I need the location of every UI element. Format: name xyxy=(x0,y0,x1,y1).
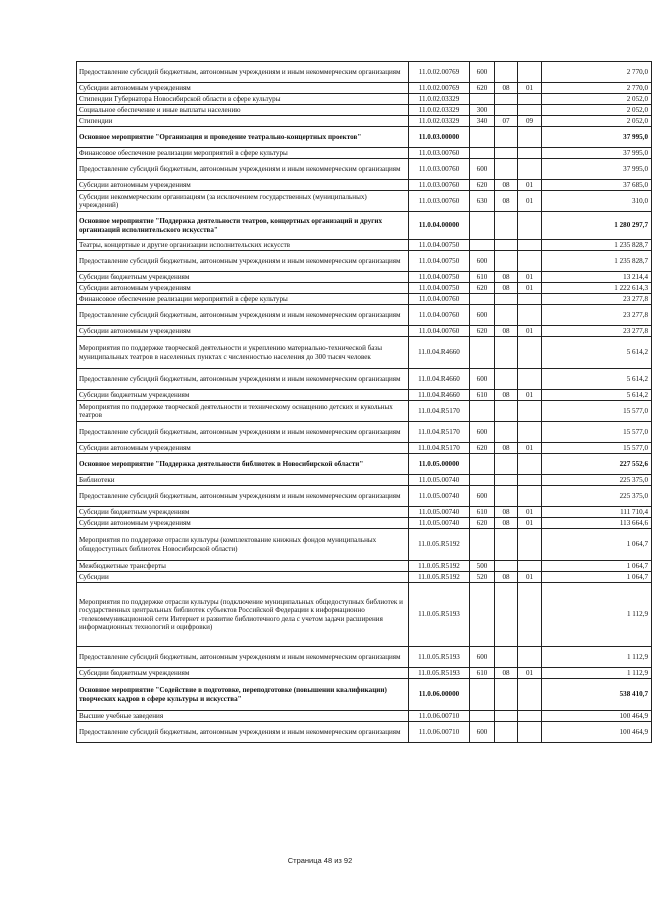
row-section xyxy=(495,159,518,180)
row-amount: 111 710,4 xyxy=(542,507,652,518)
row-name: Высшие учебные заведения xyxy=(77,711,409,722)
row-subsection: 01 xyxy=(518,283,542,294)
row-section: 08 xyxy=(495,390,518,401)
row-expense-type: 620 xyxy=(470,326,495,337)
row-code: 11.0.06.00710 xyxy=(409,711,470,722)
row-amount: 15 577,0 xyxy=(542,443,652,454)
row-amount: 2 770,0 xyxy=(542,83,652,94)
table-row xyxy=(77,94,652,105)
row-amount: 1 280 297,7 xyxy=(542,212,652,240)
row-amount: 1 112,9 xyxy=(542,647,652,668)
row-code: 11.0.05.R5192 xyxy=(409,572,470,583)
row-subsection: 01 xyxy=(518,390,542,401)
row-subsection xyxy=(518,679,542,711)
table-row xyxy=(77,240,652,251)
row-expense-type xyxy=(470,127,495,148)
row-name: Библиотеки xyxy=(77,475,409,486)
row-expense-type xyxy=(470,679,495,711)
row-expense-type: 610 xyxy=(470,668,495,679)
row-code: 11.0.02.00769 xyxy=(409,62,470,83)
row-name: Стипендии xyxy=(77,116,409,127)
row-amount: 1 112,9 xyxy=(542,668,652,679)
row-name: Предоставление субсидий бюджетным, автономным учреждениям и иным некоммерческим организациям xyxy=(77,159,409,180)
row-amount: 1 064,7 xyxy=(542,561,652,572)
row-section: 08 xyxy=(495,326,518,337)
row-amount: 1 222 614,3 xyxy=(542,283,652,294)
row-code: 11.0.06.00000 xyxy=(409,679,470,711)
table-row xyxy=(77,83,652,94)
row-amount: 5 614,2 xyxy=(542,390,652,401)
row-expense-type xyxy=(470,475,495,486)
row-code: 11.0.05.R5192 xyxy=(409,561,470,572)
row-section: 08 xyxy=(495,443,518,454)
row-code: 11.0.03.00760 xyxy=(409,159,470,180)
row-name: Субсидии бюджетным учреждениям xyxy=(77,507,409,518)
table-row xyxy=(77,305,652,326)
row-amount: 23 277,8 xyxy=(542,326,652,337)
row-amount: 23 277,8 xyxy=(542,294,652,305)
row-subsection xyxy=(518,240,542,251)
row-code: 11.0.05.R5193 xyxy=(409,647,470,668)
row-code: 11.0.04.00760 xyxy=(409,294,470,305)
row-subsection: 01 xyxy=(518,668,542,679)
row-section xyxy=(495,127,518,148)
row-subsection xyxy=(518,62,542,83)
row-section: 08 xyxy=(495,518,518,529)
row-amount: 1 112,9 xyxy=(542,583,652,647)
table-row xyxy=(77,572,652,583)
row-subsection xyxy=(518,294,542,305)
row-name: Субсидии бюджетным учреждениям xyxy=(77,272,409,283)
row-code: 11.0.02.00769 xyxy=(409,83,470,94)
row-expense-type xyxy=(470,454,495,475)
table-row xyxy=(77,647,652,668)
row-section xyxy=(495,679,518,711)
row-amount: 13 214,4 xyxy=(542,272,652,283)
row-expense-type xyxy=(470,148,495,159)
row-amount: 2 052,0 xyxy=(542,116,652,127)
row-amount: 1 064,7 xyxy=(542,572,652,583)
row-name: Мероприятия по поддержке отрасли культуры (комплектование книжных фондов муниципальных общедоступных библиотек Новосибирской области) xyxy=(77,529,409,561)
row-name: Субсидии xyxy=(77,572,409,583)
table-row xyxy=(77,518,652,529)
row-expense-type: 620 xyxy=(470,83,495,94)
row-subsection: 01 xyxy=(518,83,542,94)
row-section xyxy=(495,294,518,305)
row-subsection xyxy=(518,561,542,572)
row-section xyxy=(495,94,518,105)
row-subsection xyxy=(518,148,542,159)
row-name: Основное мероприятие "Поддержка деятельности театров, концертных организаций и других организаций исполнительского искусства" xyxy=(77,212,409,240)
row-amount: 2 052,0 xyxy=(542,105,652,116)
row-name: Финансовое обеспечение реализации мероприятий в сфере культуры xyxy=(77,294,409,305)
table-row xyxy=(77,337,652,369)
row-name: Предоставление субсидий бюджетным, автономным учреждениям и иным некоммерческим организациям xyxy=(77,251,409,272)
table-row xyxy=(77,722,652,743)
row-code: 11.0.03.00760 xyxy=(409,180,470,191)
row-amount: 15 577,0 xyxy=(542,401,652,422)
row-section: 08 xyxy=(495,668,518,679)
table-row xyxy=(77,401,652,422)
row-expense-type: 340 xyxy=(470,116,495,127)
row-subsection xyxy=(518,475,542,486)
row-name: Театры, концертные и другие организации исполнительских искусств xyxy=(77,240,409,251)
row-section xyxy=(495,305,518,326)
row-subsection: 09 xyxy=(518,116,542,127)
row-amount: 15 577,0 xyxy=(542,422,652,443)
table-row xyxy=(77,294,652,305)
row-section: 08 xyxy=(495,83,518,94)
row-subsection xyxy=(518,159,542,180)
row-code: 11.0.04.00000 xyxy=(409,212,470,240)
row-section: 08 xyxy=(495,191,518,212)
row-subsection xyxy=(518,127,542,148)
row-expense-type xyxy=(470,294,495,305)
row-subsection xyxy=(518,583,542,647)
row-name: Мероприятия по поддержке творческой деятельности и укреплению материально-технической базы муниципальных театров в населенных пунктах с численностью населения до 300 тысяч человек xyxy=(77,337,409,369)
row-amount: 2 770,0 xyxy=(542,62,652,83)
row-section xyxy=(495,369,518,390)
row-expense-type: 610 xyxy=(470,507,495,518)
row-expense-type xyxy=(470,583,495,647)
table-row xyxy=(77,507,652,518)
row-expense-type xyxy=(470,240,495,251)
row-name: Субсидии автономным учреждениям xyxy=(77,443,409,454)
table-row xyxy=(77,251,652,272)
row-code: 11.0.04.00760 xyxy=(409,326,470,337)
row-subsection xyxy=(518,105,542,116)
row-name: Субсидии автономным учреждениям xyxy=(77,283,409,294)
row-expense-type: 600 xyxy=(470,722,495,743)
row-expense-type: 620 xyxy=(470,443,495,454)
budget-table xyxy=(76,61,652,743)
row-amount: 37 995,0 xyxy=(542,148,652,159)
row-code: 11.0.03.00000 xyxy=(409,127,470,148)
row-name: Предоставление субсидий бюджетным, автономным учреждениям и иным некоммерческим организациям xyxy=(77,369,409,390)
table-row xyxy=(77,583,652,647)
row-name: Межбюджетные трансферты xyxy=(77,561,409,572)
table-row xyxy=(77,116,652,127)
row-subsection: 01 xyxy=(518,180,542,191)
row-subsection xyxy=(518,94,542,105)
row-name: Предоставление субсидий бюджетным, автономным учреждениям и иным некоммерческим организациям xyxy=(77,486,409,507)
row-expense-type: 620 xyxy=(470,180,495,191)
row-code: 11.0.04.00750 xyxy=(409,251,470,272)
row-expense-type: 600 xyxy=(470,486,495,507)
table-row xyxy=(77,159,652,180)
row-code: 11.0.05.00740 xyxy=(409,486,470,507)
row-section xyxy=(495,561,518,572)
table-body xyxy=(77,62,652,743)
table-row xyxy=(77,711,652,722)
row-amount: 2 052,0 xyxy=(542,94,652,105)
table-row xyxy=(77,180,652,191)
row-amount: 37 995,0 xyxy=(542,127,652,148)
row-subsection xyxy=(518,529,542,561)
row-amount: 225 375,0 xyxy=(542,486,652,507)
row-amount: 5 614,2 xyxy=(542,369,652,390)
table-row xyxy=(77,369,652,390)
row-amount: 37 685,0 xyxy=(542,180,652,191)
row-section xyxy=(495,251,518,272)
row-code: 11.0.05.R5193 xyxy=(409,583,470,647)
table-row xyxy=(77,191,652,212)
row-expense-type: 630 xyxy=(470,191,495,212)
row-name: Основное мероприятие "Поддержка деятельности библиотек в Новосибирской области" xyxy=(77,454,409,475)
table-row xyxy=(77,454,652,475)
row-code: 11.0.05.R5193 xyxy=(409,668,470,679)
row-expense-type: 600 xyxy=(470,422,495,443)
table-row xyxy=(77,443,652,454)
row-code: 11.0.05.00740 xyxy=(409,507,470,518)
row-code: 11.0.04.00760 xyxy=(409,305,470,326)
row-name: Мероприятия по поддержке творческой деятельности и техническому оснащению детских и кукольных театров xyxy=(77,401,409,422)
row-name: Мероприятия по поддержке отрасли культуры (подключение муниципальных общедоступных библиотек и государственных центральных библиотек субъектов Российской Федерации к информационно -телекоммуникационной сети Интернет и развитие библиотечного дела с учетом задачи расширения информационных технологий и оцифровки) xyxy=(77,583,409,647)
row-code: 11.0.04.R4660 xyxy=(409,337,470,369)
table-row xyxy=(77,272,652,283)
table-row xyxy=(77,326,652,337)
row-name: Финансовое обеспечение реализации мероприятий в сфере культуры xyxy=(77,148,409,159)
row-amount: 227 552,6 xyxy=(542,454,652,475)
row-section: 08 xyxy=(495,507,518,518)
row-subsection xyxy=(518,422,542,443)
row-section xyxy=(495,148,518,159)
row-code: 11.0.05.00740 xyxy=(409,475,470,486)
row-expense-type: 600 xyxy=(470,251,495,272)
row-amount: 225 375,0 xyxy=(542,475,652,486)
row-section xyxy=(495,647,518,668)
row-name: Субсидии некоммерческим организациям (за исключением государственных (муниципальных) учреждений) xyxy=(77,191,409,212)
row-amount: 1 235 828,7 xyxy=(542,251,652,272)
row-section: 08 xyxy=(495,272,518,283)
table-row xyxy=(77,212,652,240)
row-name: Основное мероприятие "Организация и проведение театрально-концертных проектов" xyxy=(77,127,409,148)
row-subsection xyxy=(518,369,542,390)
page-footer: Страница 48 из 92 xyxy=(287,856,353,865)
row-subsection: 01 xyxy=(518,572,542,583)
row-section xyxy=(495,105,518,116)
row-code: 11.0.03.00760 xyxy=(409,148,470,159)
row-subsection xyxy=(518,337,542,369)
row-subsection: 01 xyxy=(518,272,542,283)
table-row xyxy=(77,148,652,159)
row-amount: 310,0 xyxy=(542,191,652,212)
row-name: Предоставление субсидий бюджетным, автономным учреждениям и иным некоммерческим организациям xyxy=(77,422,409,443)
table-row xyxy=(77,105,652,116)
row-name: Субсидии бюджетным учреждениям xyxy=(77,390,409,401)
row-subsection xyxy=(518,251,542,272)
row-amount: 1 235 828,7 xyxy=(542,240,652,251)
row-expense-type: 610 xyxy=(470,272,495,283)
row-subsection: 01 xyxy=(518,443,542,454)
row-subsection xyxy=(518,212,542,240)
table-row xyxy=(77,486,652,507)
table-row xyxy=(77,679,652,711)
table-row xyxy=(77,475,652,486)
row-name: Основное мероприятие "Содействие в подготовке, переподготовке (повышении квалификации) творческих кадров в сфере культуры и искусства" xyxy=(77,679,409,711)
row-section xyxy=(495,454,518,475)
row-amount: 1 064,7 xyxy=(542,529,652,561)
row-amount: 538 410,7 xyxy=(542,679,652,711)
row-section xyxy=(495,62,518,83)
row-subsection: 01 xyxy=(518,326,542,337)
row-subsection xyxy=(518,305,542,326)
row-section: 08 xyxy=(495,180,518,191)
row-code: 11.0.02.03329 xyxy=(409,105,470,116)
row-code: 11.0.02.03329 xyxy=(409,116,470,127)
table-row xyxy=(77,390,652,401)
row-name: Субсидии автономным учреждениям xyxy=(77,518,409,529)
row-code: 11.0.04.00750 xyxy=(409,240,470,251)
row-amount: 100 464,9 xyxy=(542,722,652,743)
row-subsection xyxy=(518,486,542,507)
row-expense-type: 600 xyxy=(470,369,495,390)
row-section: 07 xyxy=(495,116,518,127)
row-amount: 5 614,2 xyxy=(542,337,652,369)
row-section xyxy=(495,529,518,561)
row-code: 11.0.04.R5170 xyxy=(409,422,470,443)
row-subsection xyxy=(518,401,542,422)
row-expense-type: 600 xyxy=(470,305,495,326)
row-code: 11.0.04.00750 xyxy=(409,272,470,283)
row-code: 11.0.05.00740 xyxy=(409,518,470,529)
table-row xyxy=(77,668,652,679)
row-amount: 37 995,0 xyxy=(542,159,652,180)
table-row xyxy=(77,62,652,83)
row-code: 11.0.04.R4660 xyxy=(409,390,470,401)
row-code: 11.0.04.R5170 xyxy=(409,443,470,454)
row-section xyxy=(495,240,518,251)
row-subsection: 01 xyxy=(518,191,542,212)
table-row xyxy=(77,283,652,294)
row-name: Субсидии автономным учреждениям xyxy=(77,180,409,191)
row-code: 11.0.05.00000 xyxy=(409,454,470,475)
row-section xyxy=(495,212,518,240)
row-section xyxy=(495,422,518,443)
row-expense-type xyxy=(470,401,495,422)
row-section xyxy=(495,583,518,647)
row-expense-type xyxy=(470,212,495,240)
row-expense-type: 620 xyxy=(470,283,495,294)
row-name: Субсидии бюджетным учреждениям xyxy=(77,668,409,679)
row-name: Субсидии автономным учреждениям xyxy=(77,326,409,337)
row-subsection xyxy=(518,722,542,743)
row-name: Субсидии автономным учреждениям xyxy=(77,83,409,94)
row-amount: 23 277,8 xyxy=(542,305,652,326)
row-amount: 113 664,6 xyxy=(542,518,652,529)
row-code: 11.0.02.03329 xyxy=(409,94,470,105)
row-section xyxy=(495,486,518,507)
row-code: 11.0.06.00710 xyxy=(409,722,470,743)
row-section xyxy=(495,711,518,722)
row-section xyxy=(495,722,518,743)
row-subsection xyxy=(518,647,542,668)
row-expense-type: 300 xyxy=(470,105,495,116)
row-expense-type xyxy=(470,529,495,561)
row-subsection: 01 xyxy=(518,518,542,529)
row-expense-type xyxy=(470,94,495,105)
row-subsection xyxy=(518,454,542,475)
row-expense-type xyxy=(470,711,495,722)
row-name: Социальное обеспечение и иные выплаты населению xyxy=(77,105,409,116)
row-code: 11.0.04.R4660 xyxy=(409,369,470,390)
row-name: Стипендии Губернатора Новосибирской области в сфере культуры xyxy=(77,94,409,105)
row-expense-type: 500 xyxy=(470,561,495,572)
row-code: 11.0.05.R5192 xyxy=(409,529,470,561)
row-expense-type: 600 xyxy=(470,159,495,180)
row-subsection xyxy=(518,711,542,722)
row-expense-type: 520 xyxy=(470,572,495,583)
row-section: 08 xyxy=(495,572,518,583)
row-amount: 100 464,9 xyxy=(542,711,652,722)
row-name: Предоставление субсидий бюджетным, автономным учреждениям и иным некоммерческим организациям xyxy=(77,722,409,743)
row-code: 11.0.03.00760 xyxy=(409,191,470,212)
row-name: Предоставление субсидий бюджетным, автономным учреждениям и иным некоммерческим организациям xyxy=(77,305,409,326)
row-expense-type: 600 xyxy=(470,647,495,668)
row-section: 08 xyxy=(495,283,518,294)
row-code: 11.0.04.R5170 xyxy=(409,401,470,422)
row-expense-type xyxy=(470,337,495,369)
row-subsection: 01 xyxy=(518,507,542,518)
row-code: 11.0.04.00750 xyxy=(409,283,470,294)
row-section xyxy=(495,337,518,369)
table-row xyxy=(77,561,652,572)
table-row xyxy=(77,422,652,443)
row-expense-type: 620 xyxy=(470,518,495,529)
row-expense-type: 600 xyxy=(470,62,495,83)
row-expense-type: 610 xyxy=(470,390,495,401)
row-section xyxy=(495,475,518,486)
row-name: Предоставление субсидий бюджетным, автономным учреждениям и иным некоммерческим организациям xyxy=(77,62,409,83)
row-section xyxy=(495,401,518,422)
table-row xyxy=(77,127,652,148)
row-name: Предоставление субсидий бюджетным, автономным учреждениям и иным некоммерческим организациям xyxy=(77,647,409,668)
table-row xyxy=(77,529,652,561)
